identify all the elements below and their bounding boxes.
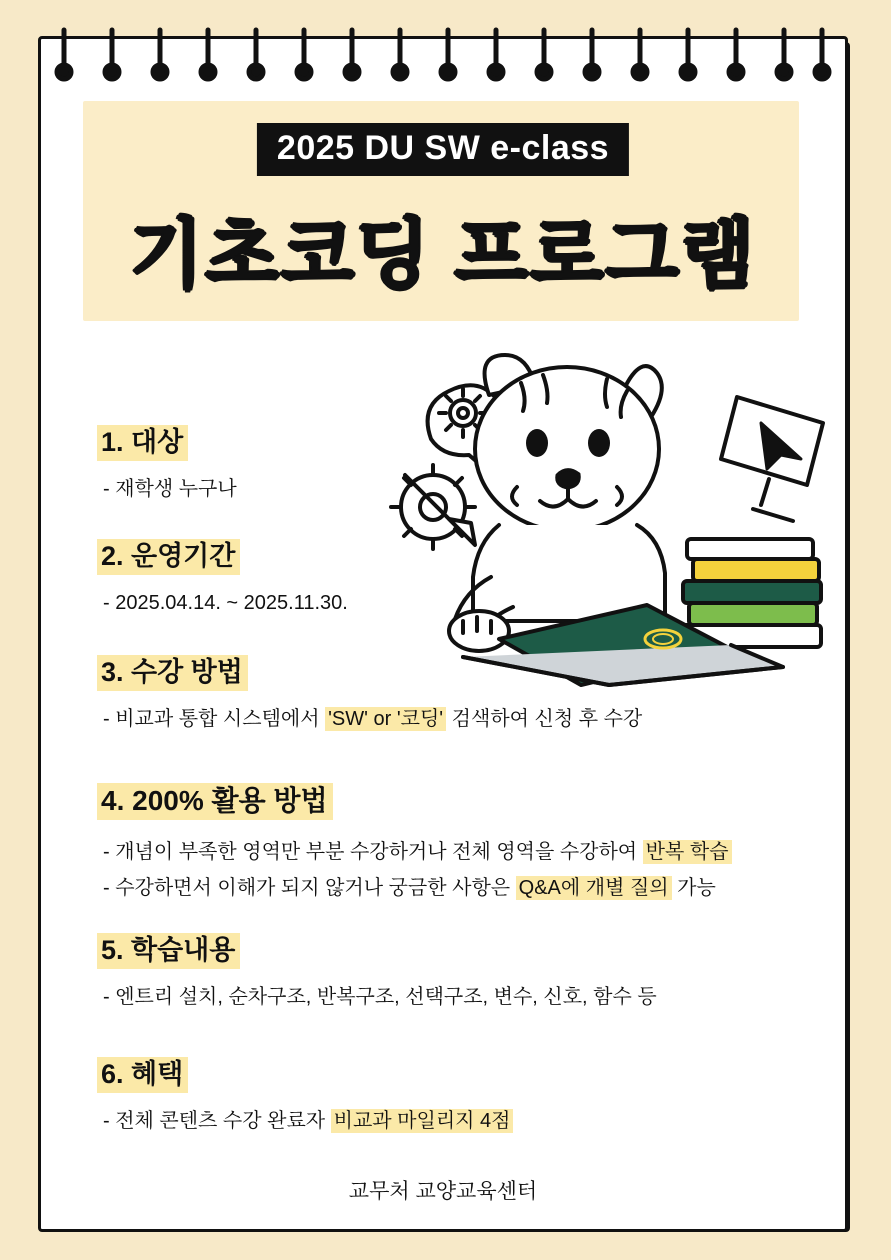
line-text: - 엔트리 설치, 순차구조, 반복구조, 선택구조, 변수, 신호, 함수 등 — [103, 986, 657, 1009]
section-heading: 4. 200% 활용 방법 — [97, 783, 333, 820]
section-heading: 3. 수강 방법 — [97, 655, 248, 691]
section-how-to-enroll — [41, 655, 642, 734]
line-text: - 수강하면서 이해가 되지 않거나 궁금한 사항은 — [103, 877, 516, 900]
pencil-gear-icon — [391, 465, 475, 549]
section-heading: 1. 대상 — [97, 425, 188, 461]
book-stack-icon — [681, 539, 821, 647]
line-text: - 재학생 누구나 — [103, 478, 237, 501]
line-text-post: 검색하여 신청 후 수강 — [446, 708, 643, 731]
section-curriculum — [41, 933, 657, 1012]
line-highlight: 비교과 마일리지 4점 — [331, 1109, 514, 1133]
section-line — [103, 704, 642, 734]
line-highlight: 'SW' or '코딩' — [325, 707, 446, 731]
section-period — [41, 539, 348, 618]
monitor-cursor-icon — [721, 397, 823, 521]
section-heading: 6. 혜택 — [97, 1057, 188, 1093]
section-line — [103, 982, 657, 1012]
poster-title: 기초코딩 프로그램 — [129, 213, 757, 298]
section-benefits — [41, 1057, 513, 1136]
section-usage-tips — [41, 783, 732, 904]
section-line — [103, 588, 348, 618]
line-text: - 개념이 부족한 영역만 부분 수강하거나 전체 영역을 수강하여 — [103, 841, 643, 864]
section-line — [103, 872, 732, 904]
section-target — [41, 425, 237, 504]
line-text: - 비교과 통합 시스템에서 — [103, 708, 326, 731]
section-line — [103, 836, 732, 868]
section-heading: 5. 학습내용 — [97, 933, 240, 969]
tiger-mascot-illustration — [371, 339, 841, 699]
poster-kicker: 2025 DU SW e-class — [257, 123, 629, 176]
line-text-post: 가능 — [671, 877, 716, 900]
section-line — [103, 1106, 513, 1136]
poster-page — [38, 36, 848, 1232]
line-highlight: Q&A에 개별 질의 — [516, 876, 672, 900]
line-text: - 2025.04.14. ~ 2025.11.30. — [103, 592, 348, 615]
line-highlight: 반복 학습 — [643, 840, 732, 864]
tiger-body — [449, 355, 665, 651]
line-text: - 전체 콘텐츠 수강 완료자 — [103, 1110, 331, 1133]
section-heading: 2. 운영기간 — [97, 539, 240, 575]
thinking-head-gear-icon — [428, 385, 505, 467]
section-line — [103, 474, 237, 504]
poster-footer: 교무처 교양교육센터 — [348, 1180, 538, 1203]
